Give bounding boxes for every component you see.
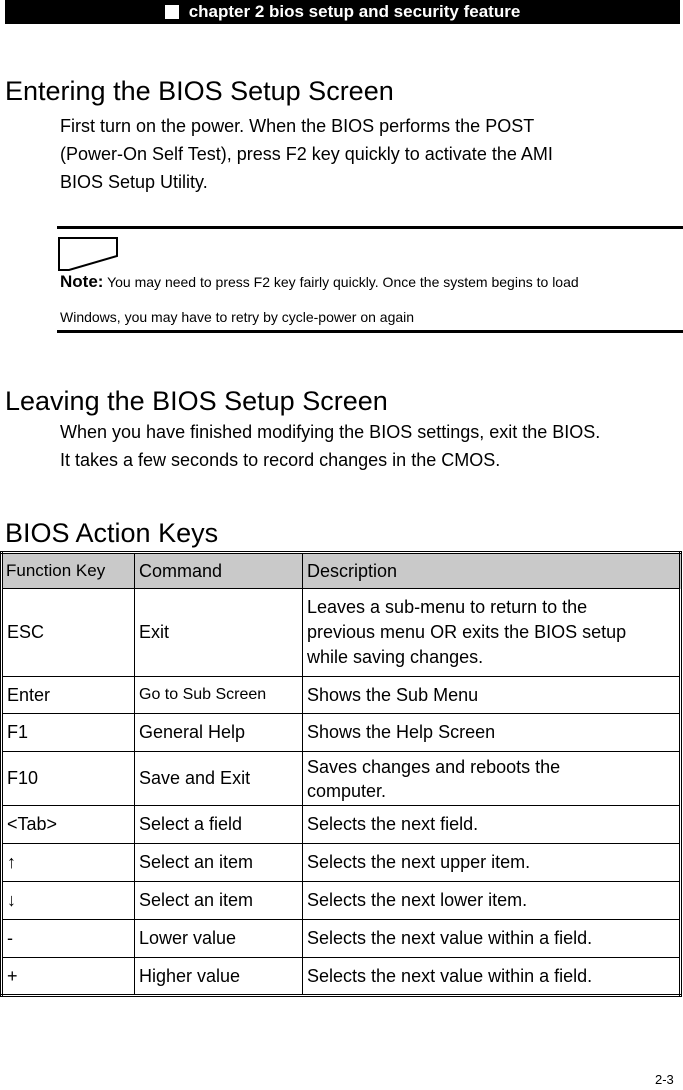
row-command: Select a field (135, 806, 303, 844)
description-line: Leaves a sub-menu to return to the (307, 597, 588, 617)
row-key: ↑ (2, 844, 135, 882)
table-header-row (2, 553, 681, 589)
row-description: Shows the Help Screen (303, 714, 681, 752)
note-label: Note: (60, 272, 104, 291)
row-key: ESC (2, 589, 135, 677)
row-key: <Tab> (2, 806, 135, 844)
row-key: ↓ (2, 882, 135, 920)
row-command: Go to Sub Screen (135, 677, 303, 714)
table-row (2, 752, 681, 806)
note-line-1 (60, 272, 579, 292)
note-line-2: Windows, you may have to retry by cycle-power on again (60, 309, 415, 325)
table-row (2, 806, 681, 844)
description-line: while saving changes. (307, 647, 484, 667)
entering-body-text (60, 112, 553, 196)
entering-line-1: First turn on the power. When the BIOS performs the POST (60, 116, 535, 136)
description-line: Saves changes and reboots the (307, 756, 561, 777)
row-key: + (2, 958, 135, 996)
row-description (303, 752, 681, 806)
note-top-rule (57, 226, 683, 229)
table-row (2, 589, 681, 677)
row-command: Lower value (135, 920, 303, 958)
entering-line-2: (Power-On Self Test), press F2 key quickly to activate the AMI (60, 144, 553, 164)
note-flag-icon (57, 236, 119, 272)
entering-line-3: BIOS Setup Utility. (60, 172, 208, 192)
row-command: General Help (135, 714, 303, 752)
row-description: Selects the next lower item. (303, 882, 681, 920)
table-row (2, 844, 681, 882)
row-key: F1 (2, 714, 135, 752)
row-key: Enter (2, 677, 135, 714)
table-row (2, 882, 681, 920)
row-description (303, 589, 681, 677)
row-command: Exit (135, 589, 303, 677)
leaving-section-title: Leaving the BIOS Setup Screen (5, 386, 388, 416)
row-command: Select an item (135, 844, 303, 882)
header-description: Description (303, 553, 681, 589)
header-command: Command (135, 553, 303, 589)
row-description: Selects the next field. (303, 806, 681, 844)
chapter-header-bar (5, 0, 680, 24)
header-function-key: Function Key (2, 553, 135, 589)
note-bottom-rule (57, 330, 683, 333)
table-row (2, 958, 681, 996)
row-description: Selects the next upper item. (303, 844, 681, 882)
leaving-line-1: When you have finished modifying the BIOS settings, exit the BIOS. (60, 422, 601, 442)
entering-section-title: Entering the BIOS Setup Screen (5, 76, 394, 106)
row-key: - (2, 920, 135, 958)
row-description: Selects the next value within a field. (303, 920, 681, 958)
row-command: Higher value (135, 958, 303, 996)
table-row (2, 920, 681, 958)
leaving-line-2: It takes a few seconds to record changes in the CMOS. (60, 450, 501, 470)
action-keys-table (0, 551, 682, 997)
chapter-title: chapter 2 bios setup and security feature (188, 2, 521, 21)
keys-section-title: BIOS Action Keys (5, 518, 219, 548)
description-line: computer. (307, 780, 387, 801)
leaving-body-text (60, 418, 600, 474)
row-description: Shows the Sub Menu (303, 677, 681, 714)
row-key: F10 (2, 752, 135, 806)
table-row (2, 714, 681, 752)
page-number: 2-3 (655, 1072, 674, 1087)
row-command: Select an item (135, 882, 303, 920)
table-row (2, 677, 681, 714)
row-command: Save and Exit (135, 752, 303, 806)
description-line: previous menu OR exits the BIOS setup (307, 622, 627, 642)
note-text-1: You may need to press F2 key fairly quickly. Once the system begins to load (103, 274, 579, 290)
square-bullet-icon (165, 5, 179, 19)
row-description: Selects the next value within a field. (303, 958, 681, 996)
